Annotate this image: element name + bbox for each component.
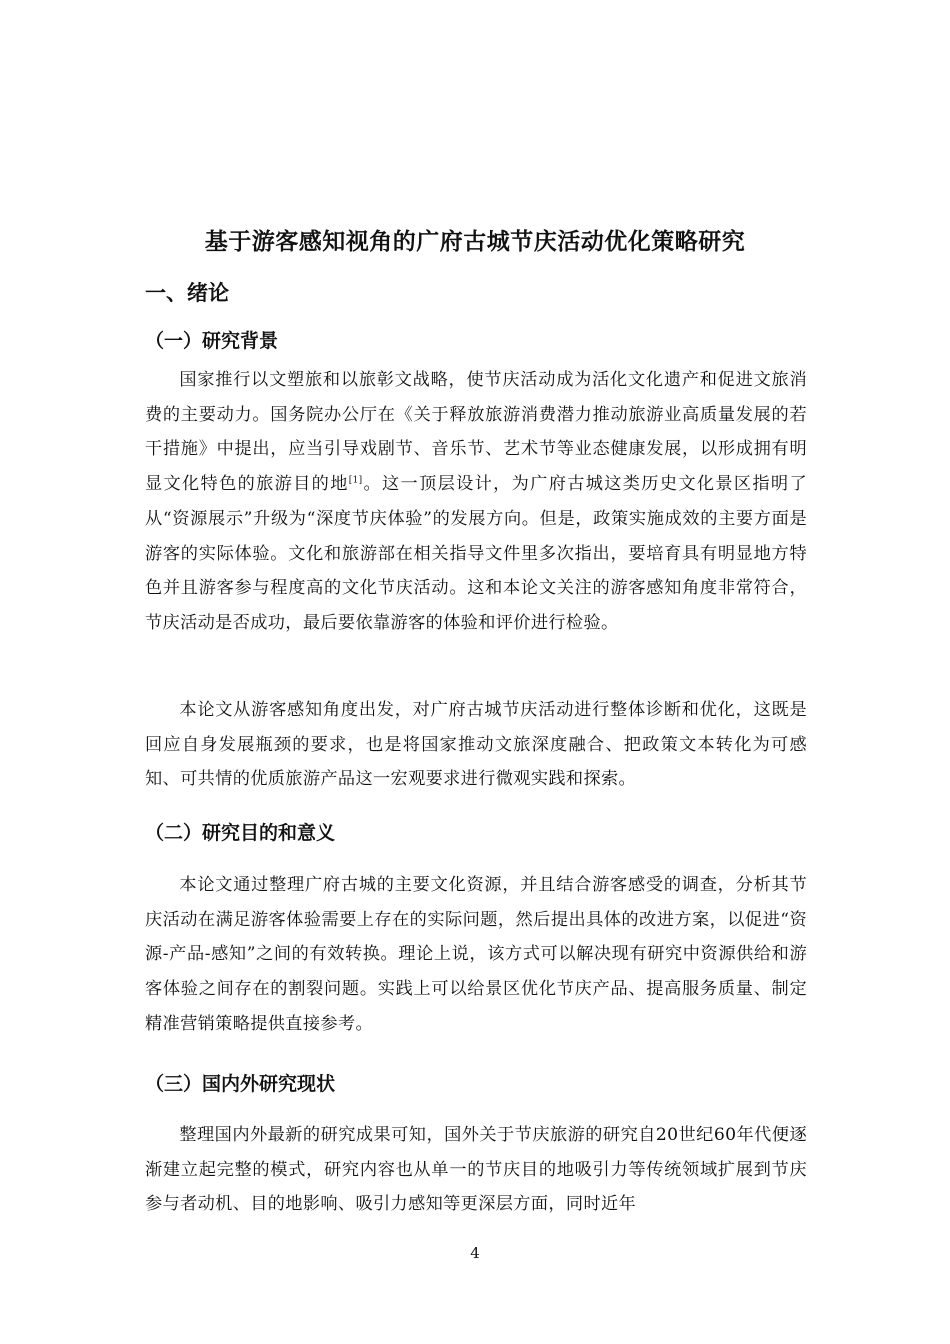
page-number: 4 (470, 1244, 480, 1262)
document-title: 基于游客感知视角的广府古城节庆活动优化策略研究 (204, 229, 746, 255)
paragraph-text: 国家推行以文塑旅和以旅彰文战略，使节庆活动成为活化文化遗产和促进文旅消费的主要动力。国务院办公厅在《关于释放旅游消费潜力推动旅游业高质量发展的若干措施》中提出，应当引导戏剧节、音乐节、艺术节等业态健康发展，以形成拥有明显文化特色的旅游目的地 (145, 370, 807, 495)
citation-reference: [1] (348, 475, 363, 486)
paragraph-background-1 (145, 363, 807, 641)
section-heading-purpose: （二）研究目的和意义 (145, 822, 336, 844)
paragraph-text: 。这一顶层设计，为广府古城这类历史文化景区指明了从“资源展示”升级为“深度节庆体验”的发展方向。但是，政策实施成效的主要方面是游客的实际体验。文化和旅游部在相关指导文件里多次指出，要培育具有明显地方特色并且游客参与程度高的文化节庆活动。这和本论文关注的游客感知角度非常符合，节庆活动是否成功，最后要依靠游客的体验和评价进行检验。 (145, 474, 807, 633)
section-heading-literature: （三）国内外研究现状 (145, 1073, 336, 1095)
paragraph-literature: 整理国内外最新的研究成果可知，国外关于节庆旅游的研究自20世纪60年代便逐渐建立起完整的模式，研究内容也从单一的节庆目的地吸引力等传统领域扩展到节庆参与者动机、目的地影响、吸引力感知等更深层方面，同时近年 (145, 1125, 807, 1215)
section-heading-background: （一）研究背景 (145, 330, 279, 352)
paragraph-purpose: 本论文通过整理广府古城的主要文化资源，并且结合游客感受的调查，分析其节庆活动在满足游客体验需要上存在的实际问题，然后提出具体的改进方案，以促进“资源-产品-感知”之间的有效转换。理论上说，该方式可以解决现有研究中资源供给和游客体验之间存在的割裂问题。实践上可以给景区优化节庆产品、提高服务质量、制定精准营销策略提供直接参考。 (145, 875, 807, 1034)
chapter-heading: 一、绪论 (145, 281, 229, 305)
paragraph-background-2: 本论文从游客感知角度出发，对广府古城节庆活动进行整体诊断和优化，这既是回应自身发展瓶颈的要求，也是将国家推动文旅深度融合、把政策文本转化为可感知、可共情的优质旅游产品这一宏观要求进行微观实践和探索。 (145, 700, 807, 790)
